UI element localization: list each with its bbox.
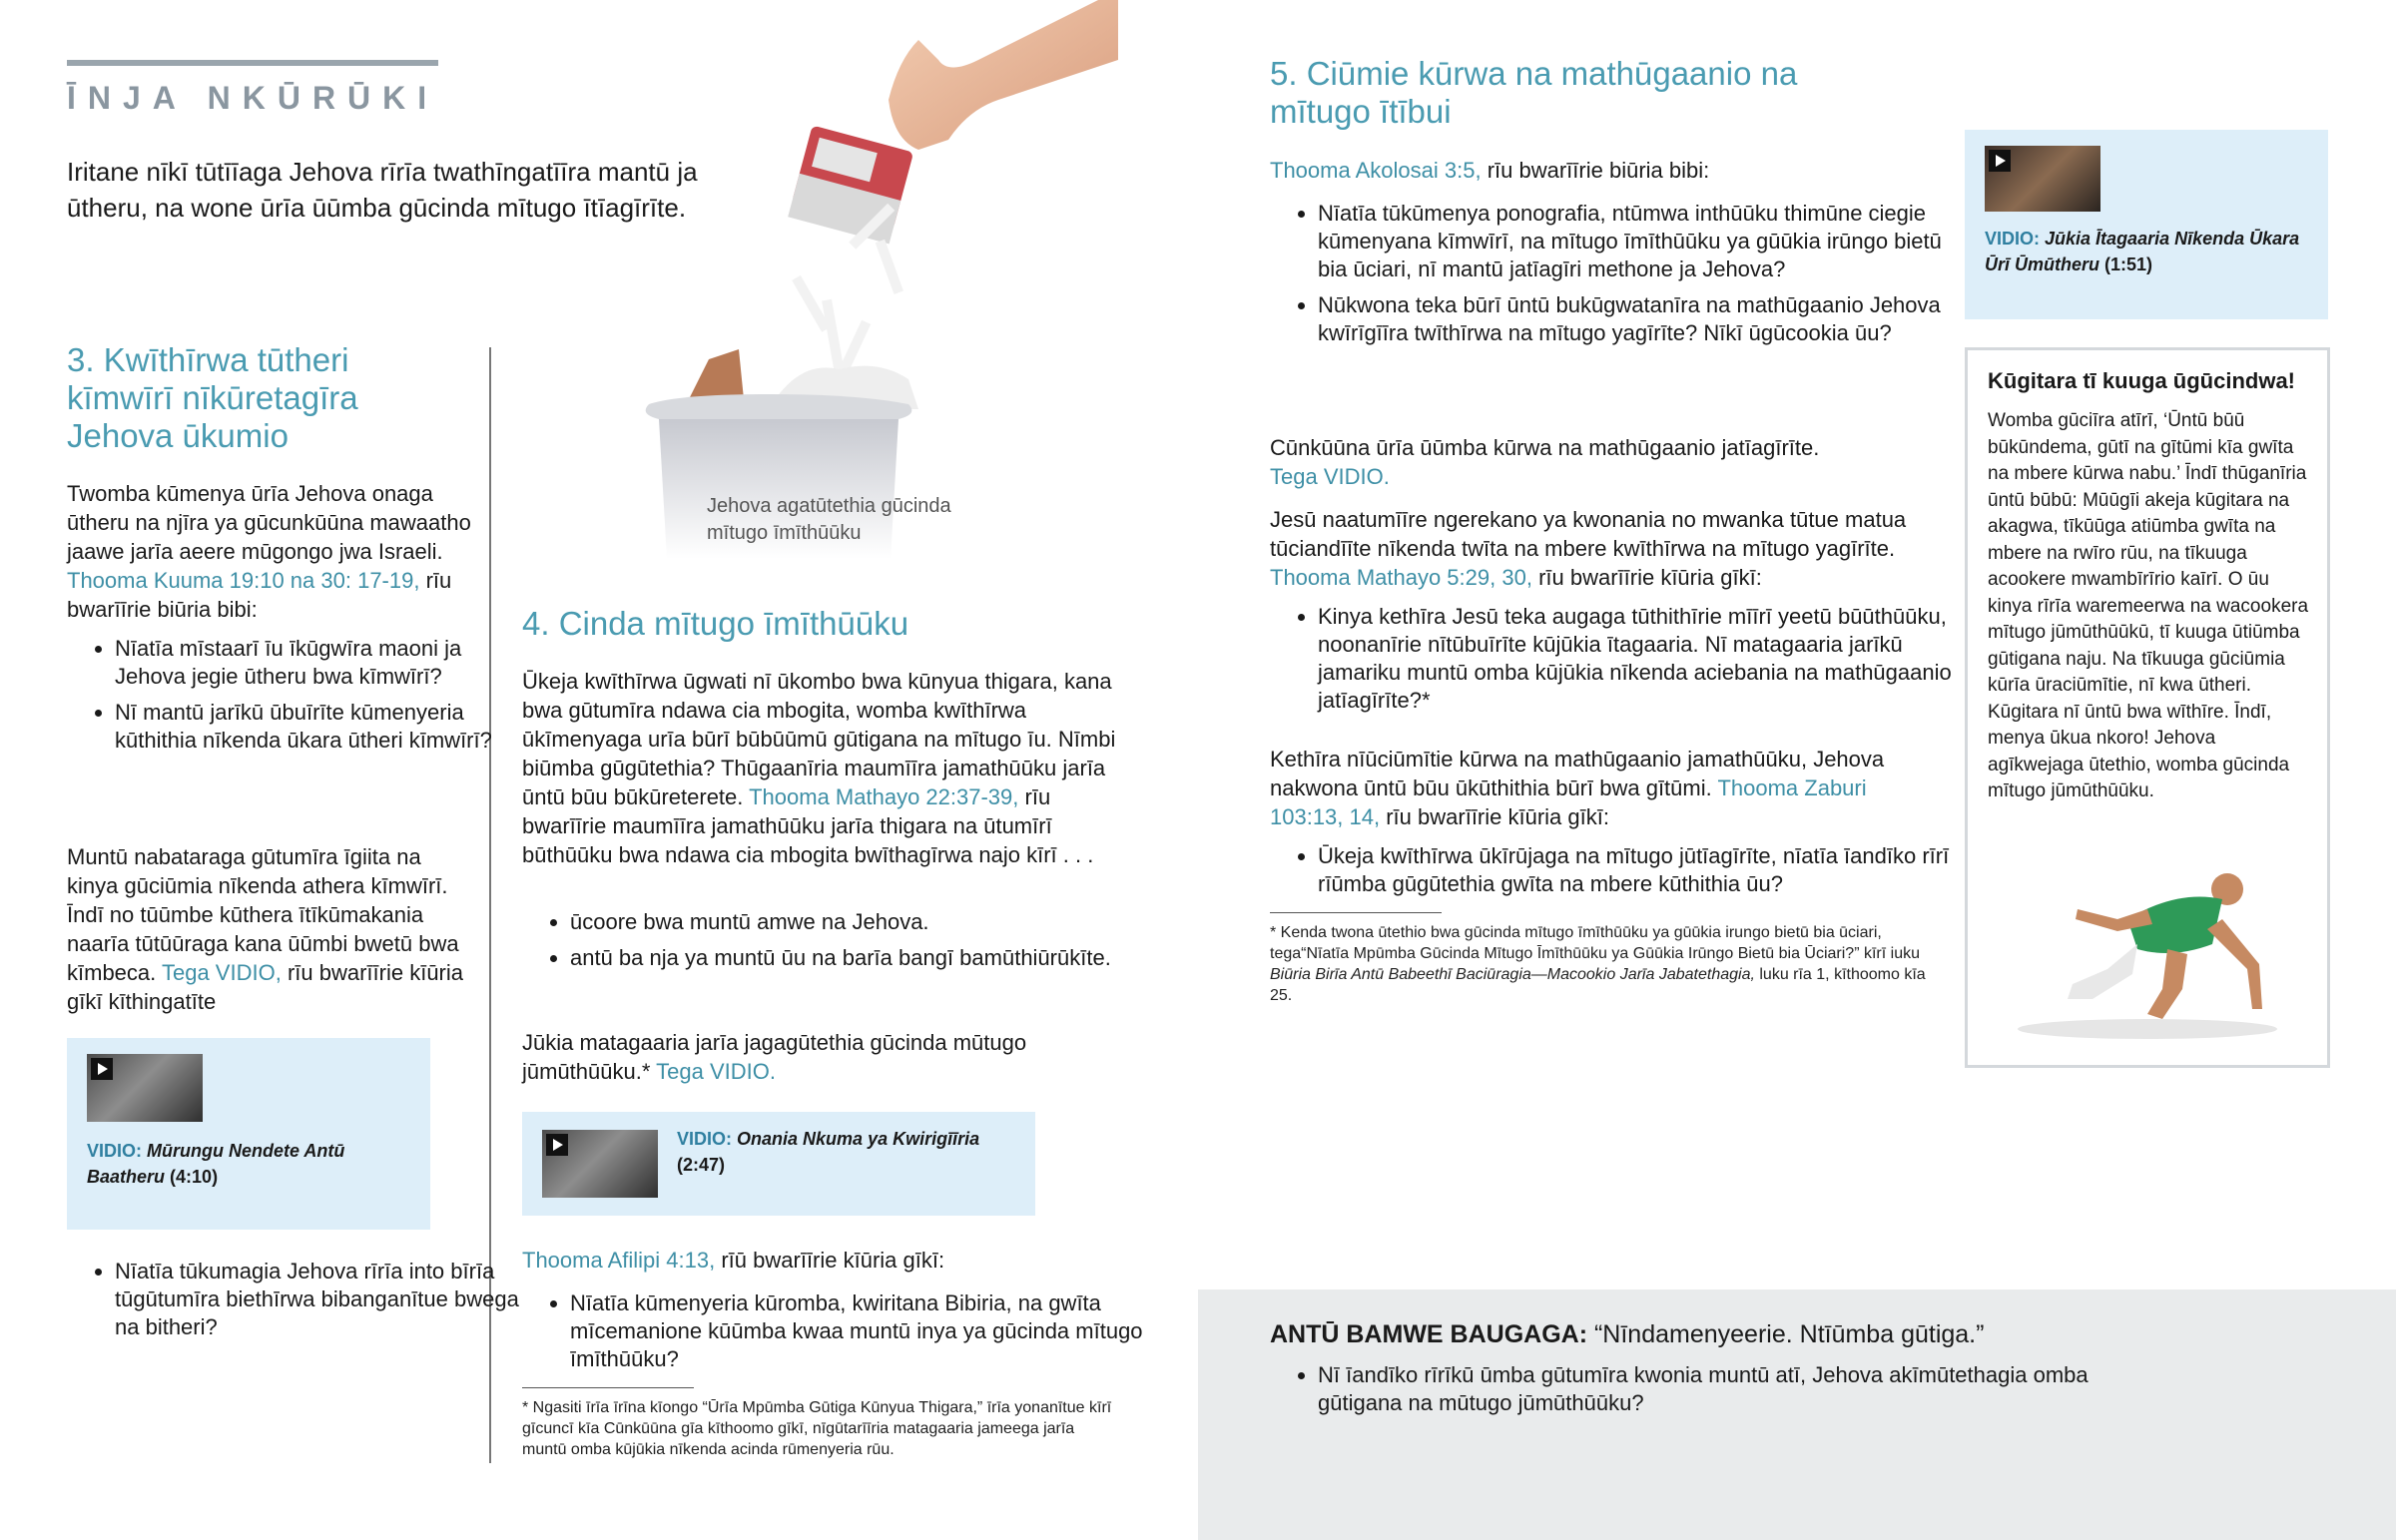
video-thumbnail[interactable]: [1985, 146, 2100, 212]
section4-para2-text: Jūkia matagaaria jarīa jagagūtethia gūcinda mūtugo jūmūthūūku.*: [522, 1030, 1027, 1084]
list-item: • Nīatīa tūkumagia Jehova rīrīa into bīrīa tūgūtumīra biethīrwa bibanganītue bwega na bitheri?: [115, 1258, 524, 1341]
play-icon[interactable]: [1989, 150, 2011, 172]
section5-para3-text: Kethīra nīūciūmītie kūrwa na mathūgaanio jamathūūku, Jehova nakwona ūntū būu ūkūthithia būrī bwa gītūmi.: [1270, 747, 1885, 800]
list-item: • antū ba nja ya muntū ūu na barīa bangī bamūthiūrūkīte.: [570, 944, 1149, 972]
section3-para1: [67, 479, 476, 624]
section5-intro-tail: rīu bwarīīrie biūria bibi:: [1487, 158, 1710, 183]
list-item: • ūcoore bwa muntū amwe na Jehova.: [570, 908, 1149, 936]
section3-video-box[interactable]: [67, 1038, 430, 1230]
section4-scripture-link2[interactable]: Thooma Afilipi 4:13,: [522, 1248, 716, 1273]
section4-footnote: * Ngasiti īrīa īrīna kīongo “Ūrīa Mpūmba Gūtiga Kūnyua Thigara,” īrīa yonanītue kīrī gīcuncī kīa Cūnkūūna gīa kīthoomo gīkī, nīgūtarīīria matagaaria jameega jarīa muntū omba kūjūkia nīkenda acinda rūmenyeria rūu.: [522, 1399, 1112, 1458]
bottom-box-heading-quote: “Nīndamenyeerie. Ntīūmba gūtiga.”: [1593, 1320, 1985, 1348]
sidebar-box-title: Kūgitara tī kuuga ūgūcindwa!: [1988, 368, 2296, 393]
sidebar-box-body: Womba gūciīra atīrī, ‘Ūntū būū būkūndema, gūtī na gītūmi kīa gwīta na mbere kūrwa nabu.’ Īndī thūganīria ūntū būbū: Mūūgīi akeja kūgitara na akagwa, tīkūūga atiūmba gwīta na mbere na rwīro rūu, na tīkuuga acookere mwambīrīrio kaīrī. O ūu kinya rīrīa waremeerwa na wacookera mītugo jūmūthūūkū, tī kuuga ūtiūmba gūtigana naju. Na tīkuuga gūciūmia kūrīa ūraciūmītie, nī kwa ūtheri. Kūgitara nī ūntū bwa wīthīre. Īndī, menya ūkua nkoro! Jehova agīkwejaga ūtethio, womba gūcinda mītugo jūmūthūūku.: [1988, 410, 2309, 801]
video-label: VIDIO:: [1985, 229, 2041, 249]
play-icon[interactable]: [91, 1058, 113, 1080]
section3-scripture-link[interactable]: Thooma Kuuma 19:10 na 30: 17-19,: [67, 568, 420, 593]
section3-para2-text: Muntū nabataraga gūtumīra īgiita na kinya gūciūmia nīkenda athera kīmwīrī. Īndī no tūūmbe kūthera ītīkūmakania naarīa tūtūūraga kana ūūmbi bwetū bwa kīmbeca.: [67, 844, 459, 985]
video-thumbnail[interactable]: [87, 1054, 203, 1122]
video-label: VIDIO:: [677, 1129, 733, 1149]
play-icon[interactable]: [546, 1134, 568, 1156]
section3-para1-tail: rīu bwarīīrie biūria bibi:: [67, 568, 452, 622]
video-caption: [87, 1138, 406, 1190]
section4-scripture-link[interactable]: Thooma Mathayo 22:37-39,: [749, 784, 1019, 809]
section5-scripture-link[interactable]: Thooma Akolosai 3:5,: [1270, 158, 1482, 183]
illustration-caption: Jehova agatūtethia gūcinda mītugo īmīthūūku: [707, 495, 951, 544]
section3-bullets1: [67, 635, 504, 763]
video-duration: (4:10): [170, 1167, 219, 1187]
section5-footnote-lead: * Kenda twona ūtethio bwa gūcinda mītugo īmīthūūku ya gūūkia irungo bietū bia ūciari, tega“Nīatīa Mpūmba Gūcinda Mītugo Īmīthūūku ya Gūūkia Irūngo Bietū bia Ūciari?” kīrī iuku: [1270, 924, 1920, 962]
video-caption: [677, 1126, 996, 1178]
list-item: • Ūkeja kwīthīrwa ūkīrūjaga na mītugo jūtīagīrīte, nīatīa īandīko rīrī rīūmba gūgūtethia gwīta na mbere kūthithia ūu?: [1318, 842, 1967, 898]
footnote-rule: [522, 1387, 694, 1388]
sidebar-box: [1965, 347, 2330, 1068]
section4-video-box[interactable]: [522, 1112, 1035, 1216]
section5-heading: 5. Ciūmie kūrwa na mathūgaanio na mītugo ītībui: [1270, 55, 1798, 130]
bottom-box: [1198, 1289, 2396, 1540]
section4-para3: [522, 1246, 1121, 1275]
video-duration: (2:47): [677, 1155, 726, 1175]
section3-video-link[interactable]: Tega VIDIO,: [161, 960, 282, 985]
list-item: • Nīatīa kūmenyeria kūromba, kwiritana Bibiria, na gwīta mīcemanione kūūmba kwaa muntū inya ya gūcinda mītugo īmīthūūku?: [570, 1289, 1169, 1373]
section5-footnote-tail: luku rīa 1, kīthoomo kīa 25.: [1270, 966, 1926, 1004]
section5-para2-text: Jesū naatumīīre ngerekano ya kwonania no mwanka tūtue matua tūciandīīte nīkenda twīta na mbere kwīthīrwa na mītugo yagīrīte.: [1270, 507, 1907, 561]
section4-para1: [522, 667, 1121, 869]
list-item: • Nī mantū jarīkū ūbuīrīte kūmenyeria kūthithia nīkenda ūkara ūtheri kīmwīrī?: [115, 699, 504, 755]
list-item: • Nūkwona teka būrī ūntū bukūgwatanīra na mathūgaanio Jehova kwīrīgīīra twīthīrwa na mītugo yagīrīte? Nīkī ūgūcookia ūu?: [1318, 291, 1967, 347]
section5-para3-tail: rīu bwarīīrie kīūria gīkī:: [1386, 804, 1609, 829]
section4-para1-text: Ūkeja kwīthīrwa ūgwati nī ūkombo bwa kūnyua thigara, kana bwa gūtumīra ndawa cia mbogita, womba kwīthīrwa ūkīmenyaga urīa būrī būbūūmū gūtigana na mītugo īu. Nīmbi biūmba gūgūtethia? Thūgaanīria maumīīra jamathūūku jarīa ūntū būu būkūreterete.: [522, 669, 1116, 809]
runner-illustration: [1998, 849, 2297, 1049]
section5-para2-tail: rīu bwarīīrie kīūria gīkī:: [1538, 565, 1762, 590]
section5-para2: [1270, 505, 1939, 592]
section4-para2: [522, 1028, 1121, 1086]
section4-para1-tail: rīu bwarīīrie maumīīra jamathūūku jarīa thigara na ūtumīrī būthūūku bwa ndawa cia mbogita bwīthagīrwa najo kīrī . . .: [522, 784, 1094, 867]
list-item: • Nīatīa mīstaarī īu īkūgwīra maoni ja Jehova jegie ūtheru bwa kīmwīrī?: [115, 635, 504, 691]
section3-para2: [67, 842, 476, 1016]
list-item: • Nīatīa tūkūmenya ponografia, ntūmwa inthūūku thimūne ciegie kūmenyana kīmwīrī, na mītugo īmīthūūku ya gūūkia irūngo bietū bia ūciari, nī mantū jatīagīri methone ja Jehova?: [1318, 200, 1967, 283]
section5-footnote-book: Biūria Birīa Antū Babeethī Baciūragia—Macookio Jarīa Jabatethagia,: [1270, 966, 1755, 983]
section4-video-link[interactable]: Tega VIDIO.: [656, 1059, 776, 1084]
section-title-rule: [67, 60, 438, 66]
section5-bullets1: [1270, 200, 1967, 355]
video-duration: (1:51): [2104, 255, 2153, 274]
section3-heading: 3. Kwīthīrwa tūtheri kīmwīrī nīkūretagīra Jehova ūkumio: [67, 341, 358, 454]
bottom-box-bullets: [1270, 1361, 2136, 1425]
section4-heading: 4. Cinda mītugo īmīthūūku: [522, 605, 909, 642]
video-thumbnail[interactable]: [542, 1130, 658, 1198]
section5-scripture-link2[interactable]: Thooma Mathayo 5:29, 30,: [1270, 565, 1532, 590]
section5-bullets2: [1270, 603, 1967, 723]
section5-footnote: [1270, 922, 1939, 1006]
section5-scripture-link3[interactable]: Thooma Zaburi 103:13, 14,: [1270, 775, 1867, 829]
section3-bullets2: [67, 1258, 524, 1349]
intro-text: Iritane nīkī tūtīīaga Jehova rīrīa twathīngatīīra mantū ja ūtheru, na wone ūrīa ūūmba gūcinda mītugo ītīagīrīte.: [67, 157, 698, 223]
sidebar-video-box[interactable]: [1965, 130, 2328, 319]
section5-para3: [1270, 745, 1939, 831]
section5-para1: [1270, 433, 1919, 491]
section5-intro: [1270, 156, 1919, 185]
trash-bin-illustration: [619, 0, 1118, 559]
section4-para3-tail: rīū bwarīīrie kīūria gīkī:: [721, 1248, 945, 1273]
section5-video-link[interactable]: Tega VIDIO.: [1270, 464, 1390, 489]
bottom-box-heading-bold: ANTŪ BAMWE BAUGAGA:: [1270, 1320, 1588, 1348]
video-title: Onania Nkuma ya Kwirigīīria: [737, 1129, 980, 1149]
section3-para1-text: Twomba kūmenya ūrīa Jehova onaga ūtheru na njīra ya gūcunkūūna mawaatho jaawe jarīa aeere mūgongo jwa Israeli.: [67, 481, 471, 564]
section5-bullets3: [1270, 842, 1967, 906]
section3-para2-tail: rīu bwarīīrie kīūria gīkī kīthingatīte: [67, 960, 464, 1014]
list-item: • Nī īandīko rīrīkū ūmba gūtumīra kwonia muntū atī, Jehova akīmūtethagia omba gūtigana na mūtugo jūmūthūūku?: [1318, 1361, 2136, 1417]
video-label: VIDIO:: [87, 1141, 143, 1161]
section4-bullets1: [522, 908, 1149, 980]
bottom-box-heading: [1270, 1317, 1984, 1351]
section4-bullets2: [522, 1289, 1169, 1381]
video-title: Mūrungu Nendete Antū Baatheru: [87, 1141, 345, 1187]
section5-para1-text: Cūnkūūna ūrīa ūūmba kūrwa na mathūgaanio jatīagīrīte.: [1270, 435, 1820, 460]
video-caption: [1985, 226, 2304, 277]
footnote-rule: [1270, 912, 1442, 913]
section-title: ĪNJA NKŪRŪKI: [67, 80, 439, 116]
video-title: Jūkia Ītagaaria Nīkenda Ūkara Ūrī Ūmūtheru: [1985, 229, 2300, 274]
list-item: • Kinya kethīra Jesū teka augaga tūthithīrie mīīrī yeetū būūthūūku, noonanīrie nītūbuīrīte kūjūkia ītagaaria. Nī matagaaria jarīkū jamariku muntū omba kūjūkia nīkenda aciebania na mathūgaanio jatīagīrīte?*: [1318, 603, 1967, 715]
